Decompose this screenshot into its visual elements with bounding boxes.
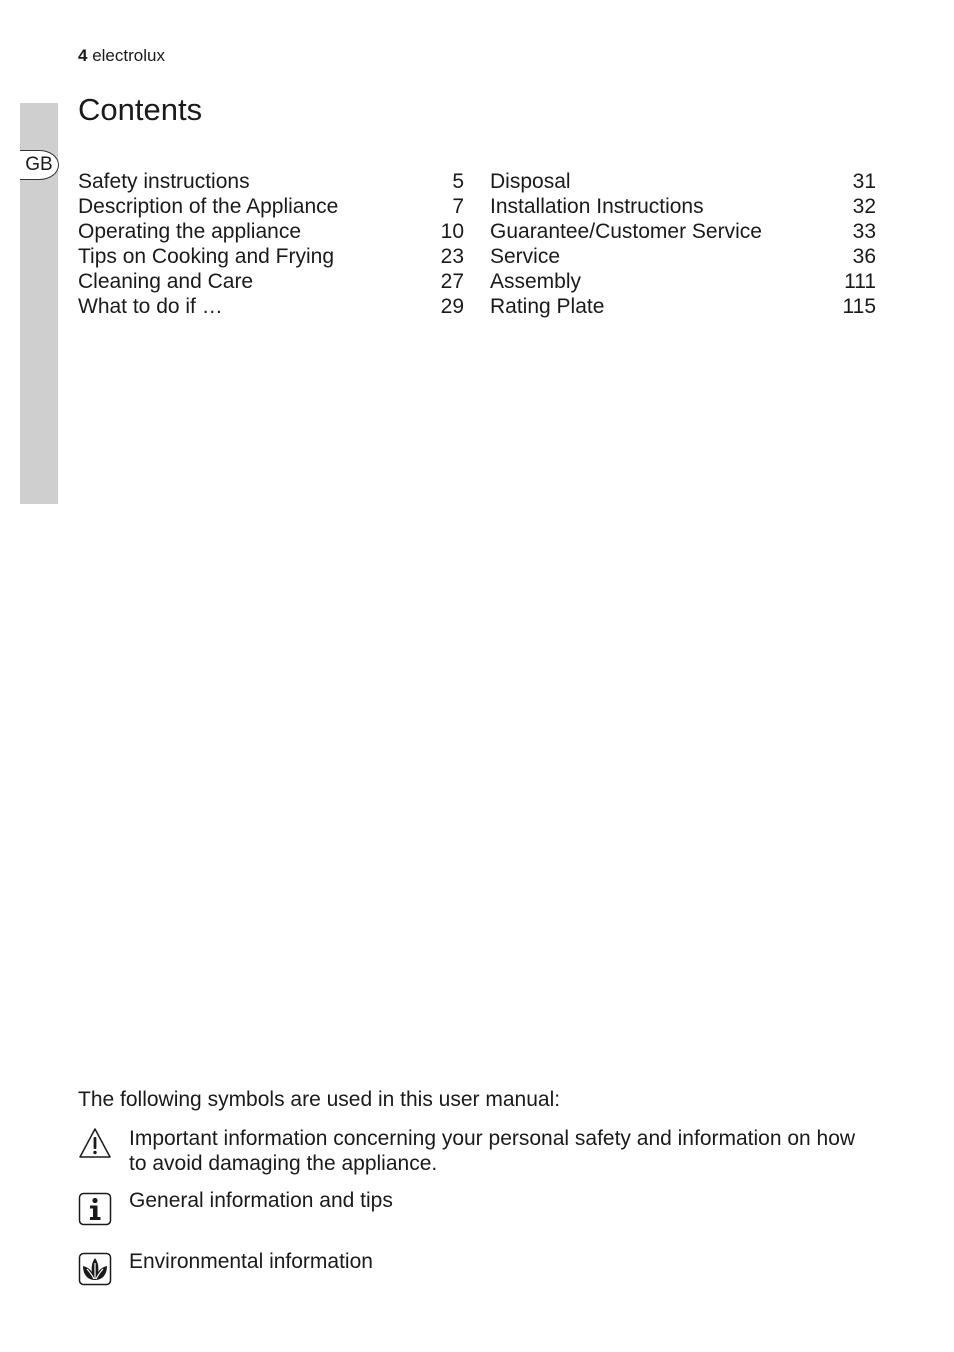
toc-entry[interactable] — [490, 294, 876, 319]
toc-entry-label: Description of the Appliance — [78, 195, 339, 218]
toc-entry-page: 31 — [852, 170, 876, 193]
toc-entry[interactable] — [490, 194, 876, 219]
toc-entry[interactable] — [490, 219, 876, 244]
environment-icon — [78, 1252, 112, 1286]
toc-entry-page: 29 — [440, 295, 464, 318]
toc-entry-label: Disposal — [490, 170, 571, 193]
toc-entry-label: Service — [490, 245, 561, 268]
symbol-row-warning — [78, 1126, 878, 1186]
toc-entry-label: Installation Instructions — [490, 195, 704, 218]
toc-entry[interactable] — [78, 294, 464, 319]
toc-entry[interactable] — [78, 269, 464, 294]
toc-entry-label: Guarantee/Customer Service — [490, 220, 762, 243]
language-badge: GB — [20, 150, 59, 180]
toc-entry-label: Cleaning and Care — [78, 270, 254, 293]
toc-entry-page: 27 — [440, 270, 464, 293]
toc-entry-label: Tips on Cooking and Frying — [78, 245, 335, 268]
page-title: Contents — [78, 92, 203, 127]
toc-entry-page: 115 — [842, 295, 876, 318]
toc-entry-label: Operating the appliance — [78, 220, 301, 243]
toc-column-left — [78, 169, 464, 319]
toc-entry-page: 10 — [440, 220, 464, 243]
symbol-description: Important information concerning your personal safety and information on how to avoid damaging the appliance. — [129, 1127, 856, 1175]
toc-entry-page: 5 — [452, 170, 464, 193]
symbol-row-environment — [78, 1249, 878, 1289]
symbols-intro: The following symbols are used in this user manual: — [78, 1088, 561, 1111]
toc-entry-page: 36 — [852, 245, 876, 268]
brand-name: electrolux — [92, 46, 165, 65]
toc-entry[interactable] — [78, 194, 464, 219]
toc-entry-label: Rating Plate — [490, 295, 605, 318]
toc-entry-page: 111 — [844, 270, 876, 293]
toc-entry[interactable] — [78, 169, 464, 194]
toc-entry-page: 33 — [852, 220, 876, 243]
toc-entry[interactable] — [78, 219, 464, 244]
toc-entry-label: Safety instructions — [78, 170, 250, 193]
toc-entry[interactable] — [490, 269, 876, 294]
toc-entry[interactable] — [490, 169, 876, 194]
toc-entry[interactable] — [78, 244, 464, 269]
toc-entry-label: What to do if … — [78, 295, 223, 318]
symbol-description: Environmental information — [129, 1250, 373, 1273]
symbol-description: General information and tips — [129, 1189, 393, 1212]
toc-entry-page: 7 — [452, 195, 464, 218]
symbol-row-info — [78, 1188, 878, 1228]
page-number: 4 — [78, 46, 88, 65]
warning-triangle-icon — [78, 1126, 112, 1160]
toc-entry-label: Assembly — [490, 270, 582, 293]
toc-column-right — [490, 169, 876, 319]
toc-entry[interactable] — [490, 244, 876, 269]
toc-entry-page: 32 — [852, 195, 876, 218]
info-icon — [78, 1192, 112, 1226]
toc-entry-page: 23 — [440, 245, 464, 268]
page-header — [78, 46, 165, 66]
